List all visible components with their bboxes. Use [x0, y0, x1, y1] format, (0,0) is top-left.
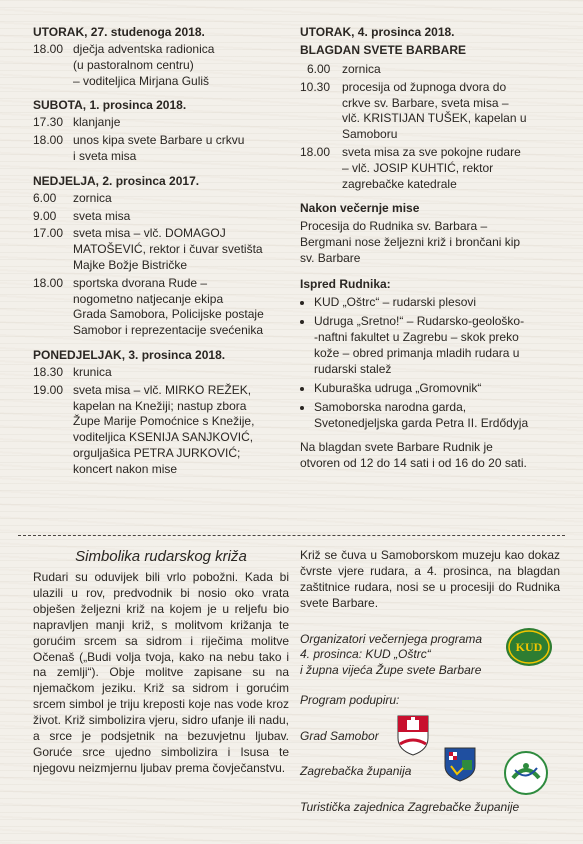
event-line: Župe Marije Pomoćnice s Knežije,: [73, 414, 255, 429]
event-line: krunica: [73, 364, 112, 379]
day-heading: PONEDJELJAK, 3. prosinca 2018.: [33, 347, 226, 362]
event-line: dječja adventska radionica: [73, 42, 215, 56]
event-row: [33, 226, 291, 273]
tourism-board-logo: [503, 750, 549, 796]
event-time: 10.30: [300, 79, 331, 94]
schedule-day: [33, 24, 291, 89]
supported-by-label: Program podupiru:: [300, 693, 400, 708]
event-line: Grada Samobora, Policijske postaje: [73, 307, 264, 322]
event-time: 18.00: [33, 275, 64, 290]
list-item-line: kože – obred primanja mladih rudara u: [314, 346, 520, 361]
feast-heading: BLAGDAN SVETE BARBARE: [300, 43, 467, 57]
event-row: [300, 80, 562, 143]
event-row: [33, 133, 291, 165]
zagreb-county-crest-icon: [443, 746, 477, 782]
event-time: 17.00: [33, 226, 64, 241]
list-item-line: • Kuburaška udruga „Gromovnik“: [314, 381, 482, 396]
event-line: sveta misa: [73, 208, 131, 223]
event-time: 18.30: [33, 364, 64, 379]
event-row: [300, 145, 562, 192]
event-line: Samobor i reprezentacije svećenika: [73, 323, 264, 338]
list-item-line: • Udruga „Sretno!“ – Rudarsko-geološko-: [314, 314, 525, 329]
event-line: – voditeljica Mirjana Guliš: [73, 73, 210, 88]
event-line: sveta misa – vlč. DOMAGOJ: [73, 226, 226, 241]
event-line: sportska dvorana Rude –: [73, 275, 208, 290]
organizers-block: [300, 632, 560, 679]
symbolism-title: Simbolika rudarskog križa: [75, 548, 247, 565]
day-heading: SUBOTA, 1. prosinca 2018.: [33, 98, 187, 113]
schedule-day: [33, 173, 291, 339]
event-line: sveta misa – vlč. MIRKO REŽEK,: [73, 382, 252, 397]
event-description: [73, 276, 291, 339]
feast-events: [300, 62, 562, 192]
event-description: [73, 365, 291, 381]
after-mass-line: sv. Barbare: [300, 251, 361, 266]
event-time: 18.00: [33, 42, 64, 56]
event-line: vlč. KRISTIJAN TUŠEK, kapelan u: [342, 111, 527, 126]
event-row: [33, 42, 291, 89]
organizer-line: Organizatori večernjega programa: [300, 631, 483, 646]
event-row: [33, 115, 291, 131]
event-time: 17.30: [33, 115, 64, 130]
event-row: [33, 191, 291, 207]
list-item-line: rudarski stalež: [314, 362, 392, 377]
event-line: (u pastoralnom centru): [73, 57, 194, 72]
event-line: zornica: [73, 190, 112, 205]
event-row: [33, 276, 291, 339]
sponsor-grad-samobor: Grad Samobor: [300, 729, 379, 743]
event-description: [342, 80, 562, 143]
opening-hours-text: [300, 439, 562, 471]
event-line: unos kipa svete Barbare u crkvu: [73, 133, 245, 148]
event-description: [73, 383, 291, 478]
symbolism-text: Rudari su oduvijek bili vrlo pobožni. Kada bi ulazili u rov, predvodnik bi nosio oko vrata obješen željezni križ na kojem je u reljefu bio napravljen manji križ, s molitvom križanja te gorućim srcem sa sidrom i riječima molitve Očenaš („Budi volja tvoja, kako na nebu tako i na zemlji“). Obje molitve zapisane su na njemačkom jeziku. Križ sa sidrom i gorućim srcem simbol je triju kreposti koje nas vode kroz život. Križ simbolizira vjeru, sidro ufanje ili nadu, a srce je podsjetnik na bezuvjetnu ljubav. Goruće srce ujedno simbolizira i Isusa te njegovu neizmjernu ljubav prema čovječanstvu.: [33, 570, 289, 775]
after-mass-text: [300, 218, 562, 266]
event-row: [33, 365, 291, 381]
opening-line: Na blagdan svete Barbare Rudnik je: [300, 440, 493, 455]
after-mass-heading: Nakon večernje mise: [300, 201, 420, 216]
schedule-left-column: [33, 24, 291, 486]
in-front-list: [300, 294, 562, 431]
event-line: crkve sv. Barbare, sveta misa –: [342, 95, 509, 110]
event-description: [73, 133, 291, 165]
sponsor-zagrebacka-zupanija: Zagrebačka županija: [300, 764, 412, 778]
list-item-line: -naftni fakultet u Zagrebu – skok preko: [314, 330, 519, 345]
event-time: 9.00: [33, 208, 57, 223]
opening-line: otvoren od 12 do 14 sati i od 16 do 20 sati.: [300, 456, 527, 471]
list-item: [314, 399, 562, 431]
event-time: 19.00: [33, 382, 64, 397]
symbolism-section: [33, 548, 289, 777]
event-line: kapelan na Knežiji; nastup zbora: [73, 398, 247, 413]
event-line: Majke Božje Bistričke: [73, 257, 188, 272]
organizer-line: i župna vijeća Župe svete Barbare: [300, 662, 482, 677]
list-item: [314, 313, 562, 377]
event-line: nogometno natjecanje ekipa: [73, 291, 224, 306]
event-description: [73, 115, 291, 131]
day-heading: UTORAK, 27. studenoga 2018.: [33, 25, 205, 39]
list-item: [314, 380, 562, 396]
event-line: sveta misa za sve pokojne rudare: [342, 144, 521, 159]
after-mass-line: Procesija do Rudnika sv. Barbara –: [300, 219, 488, 234]
event-row: [33, 209, 291, 225]
event-line: klanjanje: [73, 115, 121, 130]
event-description: [342, 62, 562, 78]
event-line: orguljašica PETRA JURKOVIĆ;: [73, 445, 241, 460]
event-time: 6.00: [33, 190, 57, 205]
organizer-line: 4. prosinca: KUD „Oštrc“: [300, 647, 431, 662]
event-time: 18.00: [33, 133, 64, 148]
list-item-line: • Samoborska narodna garda,: [314, 400, 467, 415]
schedule-right-column: [300, 24, 562, 481]
sponsor-tourism-board: Turistička zajednica Zagrebačke županije: [300, 800, 520, 814]
event-line: procesija od župnoga dvora do: [342, 79, 507, 94]
day-heading: NEDJELJA, 2. prosinca 2017.: [33, 173, 200, 188]
section-divider: [18, 535, 565, 536]
schedule-day: [33, 347, 291, 478]
event-time: 18.00: [300, 144, 331, 159]
cross-museum-text: Križ se čuva u Samoborskom muzeju kao dokaz čvrste vjere rudara, a 4. prosinca, na blagdan zaštitnice rudara, nosi se u procesiji do Rudnika svete Barbare.: [300, 548, 560, 610]
kud-ostrc-logo: [504, 626, 554, 668]
event-line: zornica: [342, 62, 381, 76]
list-item: [314, 294, 562, 310]
after-mass-line: Bergmani nose željezni križ i brončani kip: [300, 235, 521, 250]
event-description: [342, 145, 562, 192]
list-item-line: • KUD „Oštrc“ – rudarski plesovi: [314, 295, 477, 310]
event-line: Samoboru: [342, 127, 398, 142]
event-line: koncert nakon mise: [73, 461, 178, 476]
event-description: [73, 42, 291, 89]
event-row: [300, 62, 562, 78]
event-row: [33, 383, 291, 478]
event-line: i sveta misa: [73, 148, 137, 163]
event-line: – vlč. JOSIP KUHTIĆ, rektor: [342, 160, 494, 175]
day-heading: UTORAK, 4. prosinca 2018.: [300, 25, 455, 39]
event-line: MATOŠEVIĆ, rektor i čuvar svetišta: [73, 242, 263, 257]
event-description: [73, 191, 291, 207]
event-line: voditeljica KSENIJA SANJKOVIĆ,: [73, 430, 254, 445]
in-front-heading: Ispred Rudnika:: [300, 277, 391, 292]
event-description: [73, 209, 291, 225]
event-description: [73, 226, 291, 273]
list-item-line: Svetonedjeljska garda Petra II. Erdődyja: [314, 416, 529, 431]
svg-text:KUD: KUD: [515, 639, 543, 654]
event-time: 6.00: [307, 62, 331, 76]
event-line: zagrebačke katedrale: [342, 176, 457, 191]
schedule-day: [33, 97, 291, 164]
credits-section: [300, 548, 560, 709]
grad-samobor-crest-icon: [396, 714, 430, 756]
